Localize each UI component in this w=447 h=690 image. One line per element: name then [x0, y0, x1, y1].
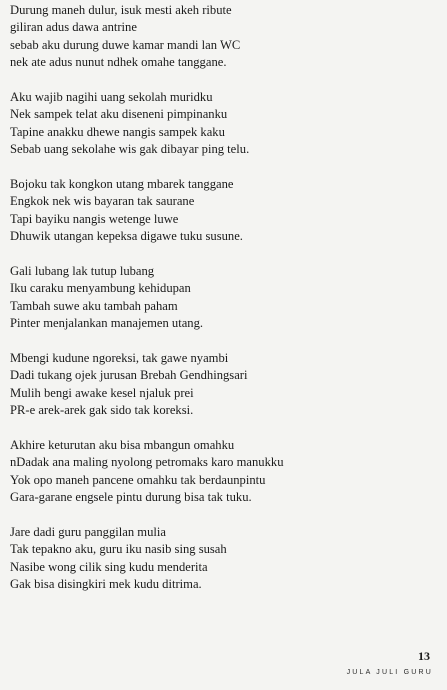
poem-line: Dadi tukang ojek jurusan Brebah Gendhingsari	[10, 368, 248, 383]
running-footer: JULA JULI GURU	[346, 669, 433, 676]
poem-line: Mulih bengi awake kesel njaluk prei	[10, 385, 194, 400]
poem-line: sebab aku durung duwe kamar mandi lan WC	[10, 37, 241, 52]
poem-line: Tak tepakno aku, guru iku nasib sing susah	[10, 542, 227, 557]
poem-line: Mbengi kudune ngoreksi, tak gawe nyambi	[10, 351, 229, 365]
poem-line: Durung maneh dulur, isuk mesti akeh ribute	[10, 3, 232, 17]
stanza-7	[10, 524, 440, 594]
stanza-1	[10, 2, 440, 72]
poem-line: Gali lubang lak tutup lubang	[10, 264, 155, 278]
poem-line: Dhuwik utangan kepeksa digawe tuku susune.	[10, 229, 243, 244]
poem-line: giliran adus dawa antrine	[10, 20, 137, 35]
poem-line: Nasibe wong cilik sing kudu menderita	[10, 559, 208, 574]
stanza-6	[10, 437, 440, 507]
poem-line: Jare dadi guru panggilan mulia	[10, 525, 166, 539]
stanza-2	[10, 89, 440, 159]
poem-line: PR-e arek-arek gak sido tak koreksi.	[10, 403, 194, 418]
page-number: 13	[418, 649, 430, 663]
poem-line: Bojoku tak kongkon utang mbarek tanggane	[10, 177, 234, 191]
poem-line: Gak bisa disingkiri mek kudu ditrima.	[10, 577, 202, 592]
poem-line: Nek sampek telat aku diseneni pimpinanku	[10, 107, 228, 122]
poem-line: Engkok nek wis bayaran tak saurane	[10, 194, 195, 209]
poem-line: Iku caraku menyambung kehidupan	[10, 281, 191, 296]
poem-line: Tambah suwe aku tambah paham	[10, 298, 178, 313]
stanza-4	[10, 263, 440, 333]
poem-line: Pinter menjalankan manajemen utang.	[10, 316, 204, 331]
stanza-5	[10, 350, 440, 420]
poem-line: nDadak ana maling nyolong petromaks karo manukku	[10, 455, 284, 470]
poem-line: nek ate adus nunut ndhek omahe tanggane.	[10, 55, 227, 70]
poem-line: Tapine anakku dhewe nangis sampek kaku	[10, 124, 225, 139]
poem-line: Sebab uang sekolahe wis gak dibayar ping telu.	[10, 142, 250, 157]
poem-line: Gara-garane engsele pintu durung bisa tak tuku.	[10, 490, 252, 505]
poem-line: Yok opo maneh pancene omahku tak berdaunpintu	[10, 472, 266, 487]
poem-line: Tapi bayiku nangis wetenge luwe	[10, 211, 179, 226]
poem-line: Aku wajib nagihi uang sekolah muridku	[10, 90, 213, 104]
poem-line: Akhire keturutan aku bisa mbangun omahku	[10, 438, 235, 452]
stanza-3	[10, 176, 440, 246]
